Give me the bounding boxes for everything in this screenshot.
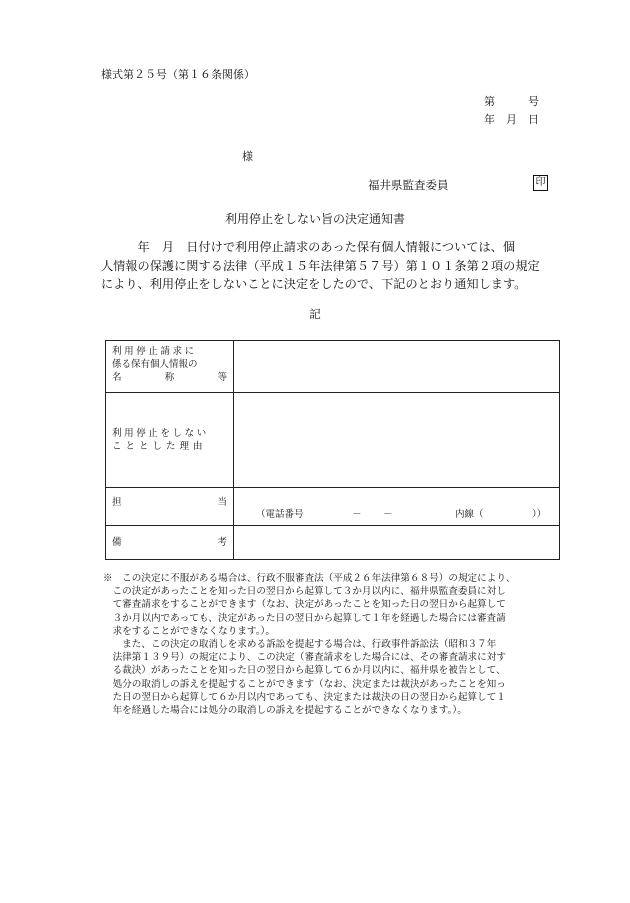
contact-label	[106, 488, 234, 526]
table-row	[106, 488, 560, 526]
table-row	[106, 526, 560, 560]
appeal-notes	[103, 572, 565, 717]
note-line: て審査請求をすることができます（なお、決定があったことを知った日の翌日から起算して	[103, 599, 506, 611]
reason-label	[106, 393, 234, 488]
form-number: 様式第２５号（第１６条関係）	[101, 68, 255, 81]
note-line: 処分の取消しの訴えを提起することができます（なお、決定または裁決があったことを知っ	[103, 678, 506, 690]
note-line: また、この決定の取消しを求める訴訟を提起する場合は、行政事件訴訟法（昭和３７年	[103, 639, 497, 651]
document-number: 第 号	[484, 95, 539, 108]
label-char: 考	[217, 537, 227, 548]
target-info-label	[106, 341, 234, 393]
document-title: 利用停止をしない旨の決定通知書	[224, 212, 405, 226]
remarks-value[interactable]	[234, 526, 560, 560]
note-line: 求をすることができなくなります。）。	[103, 625, 275, 637]
reason-value[interactable]	[234, 393, 560, 488]
phone-dash: －	[383, 509, 393, 520]
label-char: 担	[112, 497, 122, 508]
body-line: 年 月 日付けで利用停止請求のあった保有個人情報については、個	[101, 240, 516, 254]
target-info-value[interactable]	[234, 341, 560, 393]
label-char: 備	[112, 537, 122, 548]
label-line	[112, 496, 227, 509]
label-char: 等	[217, 372, 227, 383]
table-row	[106, 393, 560, 488]
note-line: た日の翌日から起算して６か月以内であっても、決定または裁決の日の翌日から起算して１	[103, 691, 506, 703]
table-row	[106, 341, 560, 393]
remarks-label	[106, 526, 234, 560]
seal-mark: 印	[533, 175, 548, 191]
note-line: る裁決）があったことを知った日の翌日から起算して６か月以内に、福井県を被告として、	[103, 665, 506, 677]
body-paragraph	[101, 238, 562, 294]
addressee: 様	[242, 150, 253, 163]
label-line: こととした理由	[112, 441, 207, 452]
label-char: 名	[112, 372, 122, 383]
note-line: ３か月以内であっても、決定があった日の翌日から起算して１年を経過した場合には審査請	[103, 612, 506, 624]
label-line	[112, 536, 227, 549]
extension-close: ））	[532, 509, 547, 520]
label-line: 利用停止請求に	[112, 346, 197, 357]
note-line: 年を経過した場合には処分の取消しの訴えを提起することができなくなります。）。	[103, 705, 467, 717]
label-line: 利用停止をしない	[112, 428, 209, 439]
label-line: 係る保有個人情報の	[112, 359, 198, 370]
sender-name: 福井県監査委員	[368, 178, 449, 192]
phone-label: （電話番号	[256, 509, 304, 520]
note-line: 法律第１３９号）の規定により、この決定（審査請求をした場合には、その審査請求に対す	[103, 652, 506, 664]
document-date: 年 月 日	[484, 113, 539, 126]
body-line: 人情報の保護に関する法律（平成１５年法律第５７号）第１０１条第２項の規定	[101, 258, 540, 273]
note-line: ※ この決定に不服がある場合は、行政不服審査法（平成２６年法律第６８号）の規定により、	[103, 573, 516, 584]
label-char: 称	[164, 372, 175, 383]
ki-heading: 記	[309, 307, 321, 321]
label-line	[112, 371, 227, 384]
phone-dash: －	[352, 509, 362, 520]
detail-table	[105, 340, 560, 560]
body-line: により、利用停止をしないことに決定をしたので、下記のとおり通知します。	[101, 277, 527, 291]
note-line: この決定があったことを知った日の翌日から起算して３か月以内に、福井県監査委員に対し	[103, 586, 506, 598]
contact-value[interactable]	[234, 488, 560, 526]
extension-label: 内線（	[455, 509, 484, 520]
label-char: 当	[217, 497, 227, 508]
